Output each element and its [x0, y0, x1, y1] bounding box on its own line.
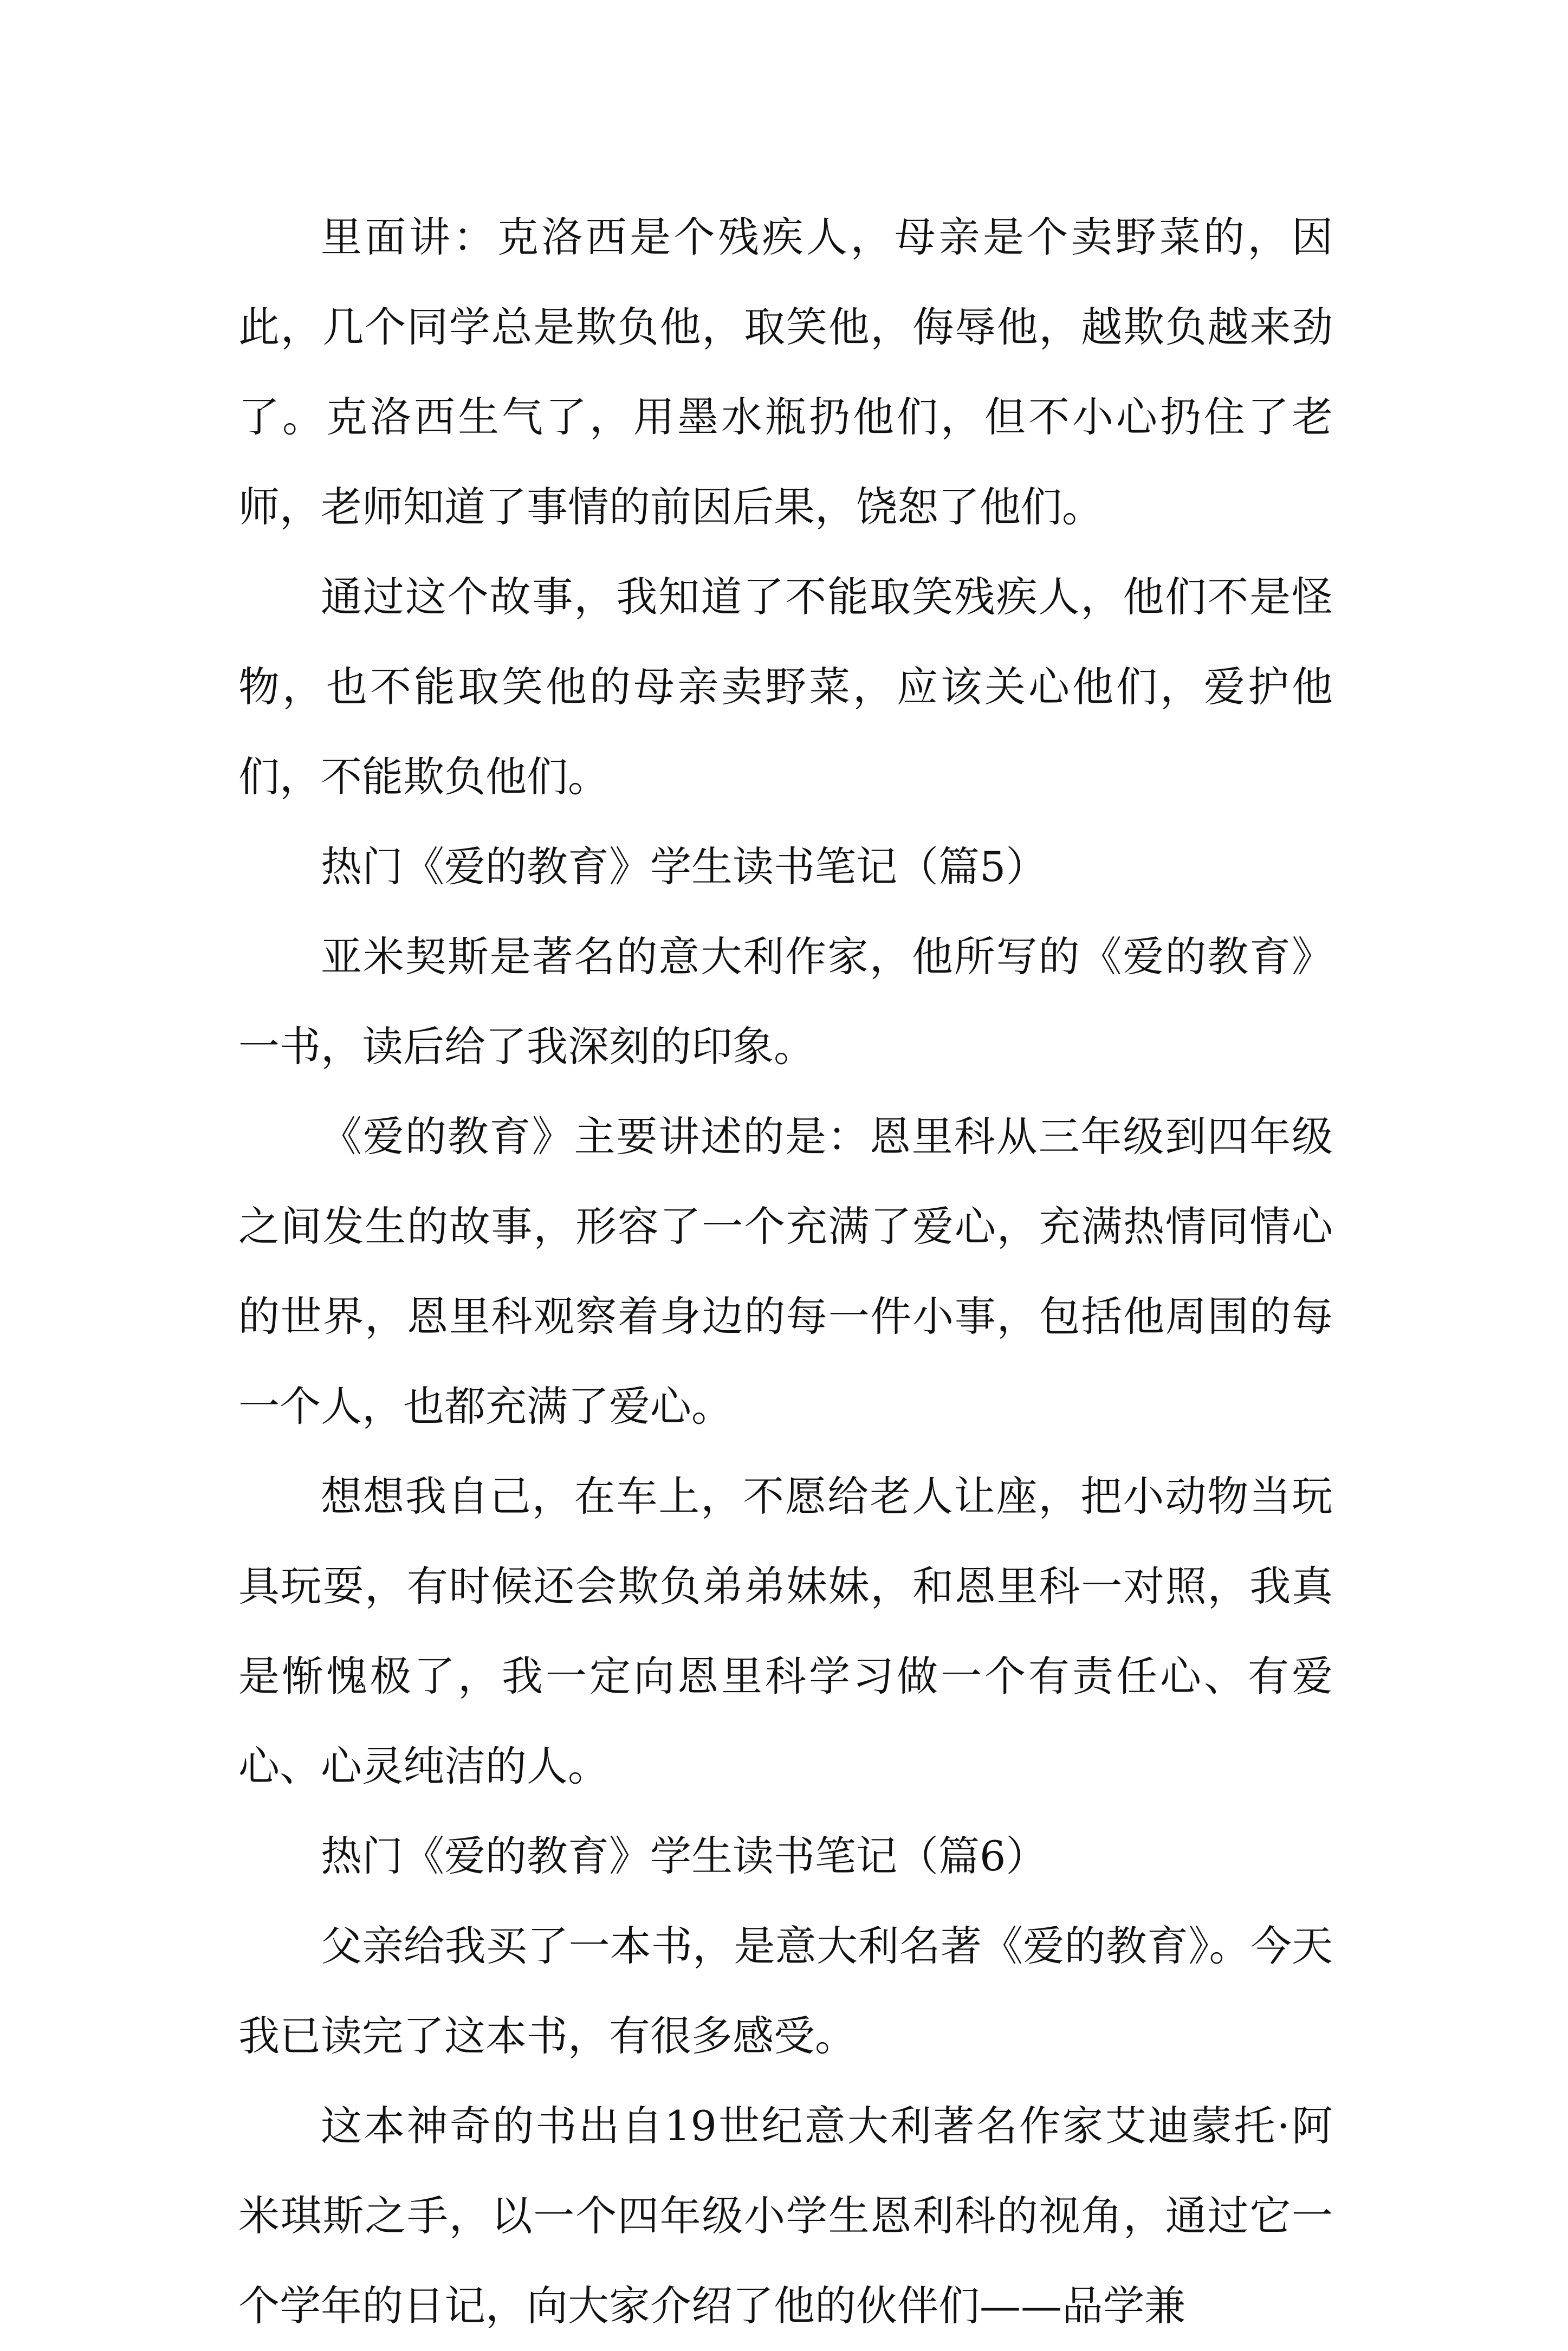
- section-heading: 热门《爱的教育》学生读书笔记（篇5）: [321, 843, 1047, 891]
- paragraph: 亚米契斯是著名的意大利作家，他所写的《爱的教育》一书，读后给了我深刻的印象。: [238, 932, 1333, 1071]
- paragraph: 想想我自己，在车上，不愿给老人让座，把小动物当玩具玩耍，有时候还会欺负弟弟妹妹，和恩里科一对照，我真是惭愧极了，我一定向恩里科学习做一个有责任心、有爱心、心灵纯洁的人。: [238, 1472, 1333, 1790]
- paragraph: 里面讲：克洛西是个残疾人，母亲是个卖野菜的，因此，几个同学总是欺负他，取笑他，侮辱他，越欺负越来劲了。克洛西生气了，用墨水瓶扔他们，但不小心扔住了老师，老师知道了事情的前因后果，饶恕了他们。: [238, 213, 1333, 531]
- paragraph: 这本神奇的书出自19世纪意大利著名作家艾迪蒙托·阿米琪斯之手，以一个四年级小学生恩利科的视角，通过它一个学年的日记，向大家介绍了他的伙伴们——品学兼: [238, 2102, 1333, 2330]
- paragraph: 《爱的教育》主要讲述的是：恩里科从三年级到四年级之间发生的故事，形容了一个充满了爱心，充满热情同情心的世界，恩里科观察着身边的每一件小事，包括他周围的每一个人，也都充满了爱心。: [238, 1112, 1333, 1430]
- paragraph: 父亲给我买了一本书，是意大利名著《爱的教育》。今天我已读完了这本书，有很多感受。: [238, 1922, 1333, 2060]
- document-body: [238, 192, 1333, 2351]
- paragraph: 通过这个故事，我知道了不能取笑残疾人，他们不是怪物，也不能取笑他的母亲卖野菜，应该关心他们，爱护他们，不能欺负他们。: [238, 573, 1333, 801]
- section-heading: 热门《爱的教育》学生读书笔记（篇6）: [321, 1832, 1047, 1880]
